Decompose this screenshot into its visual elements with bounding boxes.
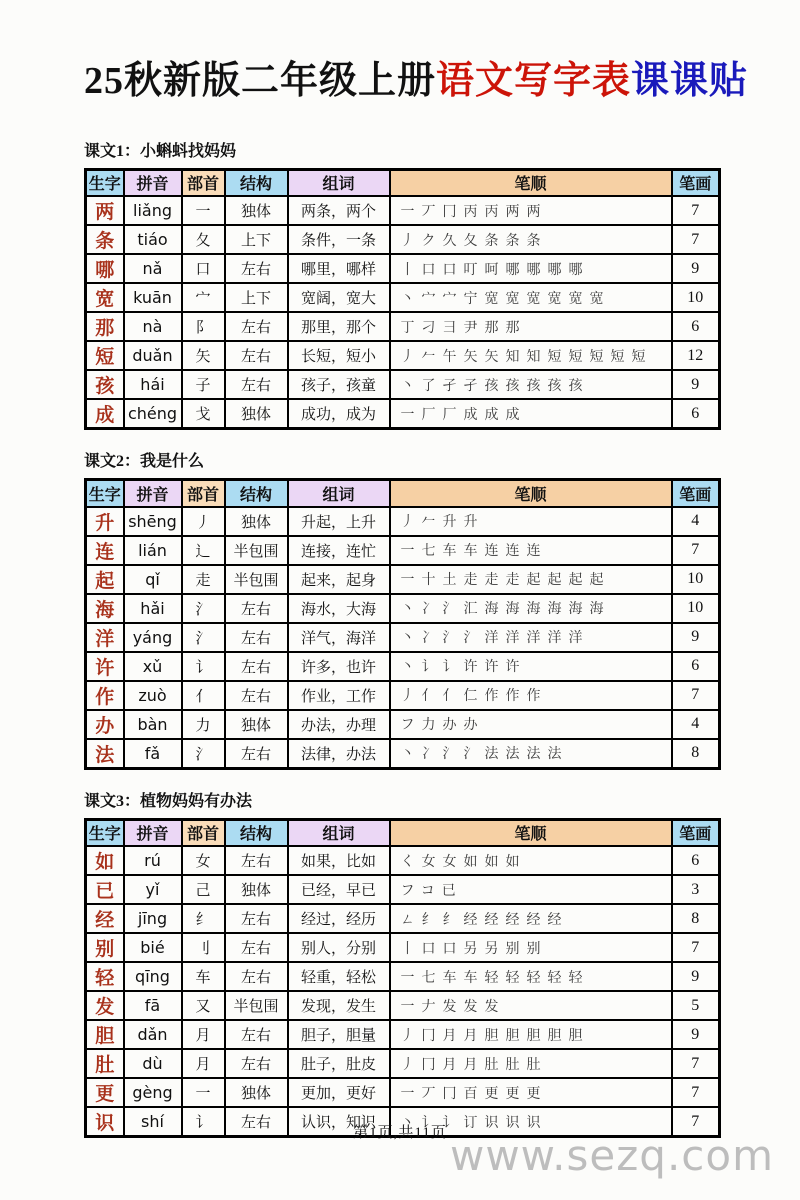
stroke-order-cell: 丨口口叮呵哪哪哪哪 (390, 254, 672, 283)
pinyin-cell: bàn (124, 710, 182, 739)
char-cell: 办 (86, 710, 124, 739)
section-3 (84, 788, 718, 1139)
table-row (86, 962, 720, 991)
stroke-order-cell: 一七车车连连连 (390, 536, 672, 565)
pinyin-cell: rú (124, 846, 182, 875)
words-cell: 肚子，肚皮 (288, 1049, 390, 1078)
radical-cell: 矢 (182, 341, 225, 370)
vocab-table (84, 818, 721, 1139)
table-row (86, 904, 720, 933)
table-row (86, 225, 720, 254)
radical-cell: 亻 (182, 681, 225, 710)
pinyin-cell: yáng (124, 623, 182, 652)
words-cell: 那里，那个 (288, 312, 390, 341)
column-header: 笔画 (672, 169, 720, 196)
pinyin-cell: shí (124, 1107, 182, 1137)
words-cell: 升起，上升 (288, 507, 390, 536)
structure-cell: 独体 (225, 507, 288, 536)
structure-cell: 独体 (225, 875, 288, 904)
stroke-order-cell: 丁刁彐尹那那 (390, 312, 672, 341)
section-label: 课文2：我是什么 (84, 453, 205, 471)
radical-cell: 车 (182, 962, 225, 991)
radical-cell: 讠 (182, 1107, 225, 1137)
words-cell: 海水，大海 (288, 594, 390, 623)
stroke-count-cell: 7 (672, 1078, 720, 1107)
pinyin-cell: bié (124, 933, 182, 962)
title-part-3: 课课贴 (631, 60, 749, 102)
char-cell: 海 (86, 594, 124, 623)
pinyin-cell: qǐ (124, 565, 182, 594)
radical-cell: 又 (182, 991, 225, 1020)
column-header: 部首 (182, 169, 225, 196)
radical-cell: 口 (182, 254, 225, 283)
stroke-count-cell: 3 (672, 875, 720, 904)
char-cell: 孩 (86, 370, 124, 399)
pinyin-cell: duǎn (124, 341, 182, 370)
char-cell: 更 (86, 1078, 124, 1107)
char-cell: 洋 (86, 623, 124, 652)
radical-cell: 阝 (182, 312, 225, 341)
sections (84, 138, 718, 1139)
stroke-count-cell: 9 (672, 1020, 720, 1049)
stroke-count-cell: 9 (672, 962, 720, 991)
table-row (86, 933, 720, 962)
pinyin-cell: gèng (124, 1078, 182, 1107)
words-cell: 起来，起身 (288, 565, 390, 594)
char-cell: 轻 (86, 962, 124, 991)
stroke-count-cell: 7 (672, 536, 720, 565)
structure-cell: 左右 (225, 652, 288, 681)
words-cell: 法律，办法 (288, 739, 390, 769)
structure-cell: 半包围 (225, 565, 288, 594)
stroke-count-cell: 9 (672, 254, 720, 283)
structure-cell: 左右 (225, 1020, 288, 1049)
stroke-count-cell: 6 (672, 846, 720, 875)
table-row (86, 1049, 720, 1078)
stroke-count-cell: 4 (672, 507, 720, 536)
radical-cell: 氵 (182, 739, 225, 769)
pinyin-cell: jīng (124, 904, 182, 933)
stroke-count-cell: 6 (672, 312, 720, 341)
table-row (86, 370, 720, 399)
header-row (86, 480, 720, 507)
char-cell: 短 (86, 341, 124, 370)
stroke-order-cell: く女女如如如 (390, 846, 672, 875)
char-cell: 那 (86, 312, 124, 341)
radical-cell: 己 (182, 875, 225, 904)
section-2 (84, 448, 718, 770)
table-row (86, 536, 720, 565)
structure-cell: 左右 (225, 846, 288, 875)
words-cell: 经过，经历 (288, 904, 390, 933)
table-row (86, 594, 720, 623)
stroke-order-cell: 一厂厂成成成 (390, 399, 672, 429)
stroke-count-cell: 9 (672, 370, 720, 399)
column-header: 笔画 (672, 480, 720, 507)
char-cell: 哪 (86, 254, 124, 283)
char-cell: 起 (86, 565, 124, 594)
column-header: 拼音 (124, 819, 182, 846)
pinyin-cell: shēng (124, 507, 182, 536)
stroke-count-cell: 10 (672, 565, 720, 594)
char-cell: 发 (86, 991, 124, 1020)
pinyin-cell: nà (124, 312, 182, 341)
radical-cell: 女 (182, 846, 225, 875)
column-header: 结构 (225, 480, 288, 507)
stroke-order-cell: 丶冫氵氵洋洋洋洋洋 (390, 623, 672, 652)
pinyin-cell: nǎ (124, 254, 182, 283)
header-row (86, 819, 720, 846)
stroke-order-cell: 丨口口另另别别 (390, 933, 672, 962)
pinyin-cell: yǐ (124, 875, 182, 904)
table-row (86, 846, 720, 875)
column-header: 笔顺 (390, 480, 672, 507)
words-cell: 条件，一条 (288, 225, 390, 254)
structure-cell: 半包围 (225, 991, 288, 1020)
words-cell: 发现，发生 (288, 991, 390, 1020)
structure-cell: 左右 (225, 933, 288, 962)
stroke-order-cell: 丶冫氵氵法法法法 (390, 739, 672, 769)
table-row (86, 312, 720, 341)
stroke-order-cell: 一十土走走走起起起起 (390, 565, 672, 594)
structure-cell: 左右 (225, 962, 288, 991)
radical-cell: 一 (182, 196, 225, 225)
column-header: 组词 (288, 480, 390, 507)
stroke-count-cell: 4 (672, 710, 720, 739)
stroke-count-cell: 5 (672, 991, 720, 1020)
structure-cell: 左右 (225, 370, 288, 399)
char-cell: 连 (86, 536, 124, 565)
pinyin-cell: dǎn (124, 1020, 182, 1049)
stroke-order-cell: 丶讠讠订识识识 (390, 1107, 672, 1137)
structure-cell: 上下 (225, 225, 288, 254)
structure-cell: 半包围 (225, 536, 288, 565)
column-header: 笔顺 (390, 819, 672, 846)
stroke-count-cell: 7 (672, 225, 720, 254)
watermark: www.sezq.com (449, 1131, 774, 1180)
radical-cell: 夂 (182, 225, 225, 254)
structure-cell: 左右 (225, 312, 288, 341)
section-label: 课文3：植物妈妈有办法 (84, 792, 253, 810)
char-cell: 许 (86, 652, 124, 681)
table-row (86, 623, 720, 652)
stroke-count-cell: 10 (672, 283, 720, 312)
table-row (86, 341, 720, 370)
table-row (86, 1078, 720, 1107)
words-cell: 如果，比如 (288, 846, 390, 875)
words-cell: 认识，知识 (288, 1107, 390, 1137)
stroke-order-cell: 一丆冂百更更更 (390, 1078, 672, 1107)
pinyin-cell: liǎng (124, 196, 182, 225)
stroke-order-cell: 丿ク久夂条条条 (390, 225, 672, 254)
words-cell: 长短，短小 (288, 341, 390, 370)
stroke-count-cell: 7 (672, 1107, 720, 1137)
char-cell: 升 (86, 507, 124, 536)
words-cell: 连接，连忙 (288, 536, 390, 565)
stroke-count-cell: 10 (672, 594, 720, 623)
pinyin-cell: fā (124, 991, 182, 1020)
char-cell: 两 (86, 196, 124, 225)
column-header: 组词 (288, 169, 390, 196)
radical-cell: 月 (182, 1020, 225, 1049)
words-cell: 成功，成为 (288, 399, 390, 429)
words-cell: 已经，早已 (288, 875, 390, 904)
column-header: 结构 (225, 169, 288, 196)
stroke-order-cell: 丶讠讠许许许 (390, 652, 672, 681)
column-header: 笔顺 (390, 169, 672, 196)
stroke-order-cell: フ力办办 (390, 710, 672, 739)
stroke-count-cell: 8 (672, 739, 720, 769)
column-header: 生字 (86, 819, 124, 846)
pinyin-cell: dù (124, 1049, 182, 1078)
structure-cell: 独体 (225, 710, 288, 739)
table-row (86, 565, 720, 594)
stroke-order-cell: 一丆冂丙丙两两 (390, 196, 672, 225)
stroke-order-cell: 丶冫氵汇海海海海海海 (390, 594, 672, 623)
structure-cell: 左右 (225, 904, 288, 933)
stroke-order-cell: 一七车车轻轻轻轻轻 (390, 962, 672, 991)
radical-cell: 戈 (182, 399, 225, 429)
section-1 (84, 138, 718, 431)
stroke-order-cell: 丿𠂉升升 (390, 507, 672, 536)
header-row (86, 169, 720, 196)
title-part-1: 25秋新版二年级上册 (84, 60, 437, 102)
words-cell: 哪里，哪样 (288, 254, 390, 283)
table-row (86, 254, 720, 283)
words-cell: 别人，分别 (288, 933, 390, 962)
table-row (86, 739, 720, 769)
stroke-count-cell: 7 (672, 1049, 720, 1078)
pinyin-cell: zuò (124, 681, 182, 710)
pinyin-cell: fǎ (124, 739, 182, 769)
structure-cell: 独体 (225, 399, 288, 429)
char-cell: 宽 (86, 283, 124, 312)
radical-cell: 辶 (182, 536, 225, 565)
column-header: 生字 (86, 169, 124, 196)
pinyin-cell: lián (124, 536, 182, 565)
words-cell: 洋气，海洋 (288, 623, 390, 652)
structure-cell: 上下 (225, 283, 288, 312)
radical-cell: 月 (182, 1049, 225, 1078)
char-cell: 成 (86, 399, 124, 429)
vocab-table (84, 478, 721, 770)
table-row (86, 196, 720, 225)
stroke-count-cell: 7 (672, 681, 720, 710)
table-row (86, 681, 720, 710)
words-cell: 许多，也许 (288, 652, 390, 681)
char-cell: 已 (86, 875, 124, 904)
structure-cell: 独体 (225, 1078, 288, 1107)
pinyin-cell: kuān (124, 283, 182, 312)
column-header: 笔画 (672, 819, 720, 846)
table-row (86, 875, 720, 904)
words-cell: 轻重，轻松 (288, 962, 390, 991)
stroke-count-cell: 8 (672, 904, 720, 933)
table-row (86, 1020, 720, 1049)
pinyin-cell: xǔ (124, 652, 182, 681)
stroke-order-cell: フコ已 (390, 875, 672, 904)
structure-cell: 左右 (225, 739, 288, 769)
page-title (84, 60, 749, 104)
radical-cell: 刂 (182, 933, 225, 962)
table-row (86, 283, 720, 312)
structure-cell: 左右 (225, 254, 288, 283)
char-cell: 经 (86, 904, 124, 933)
pinyin-cell: tiáo (124, 225, 182, 254)
radical-cell: 讠 (182, 652, 225, 681)
pinyin-cell: qīng (124, 962, 182, 991)
title-part-2: 语文写字表 (436, 60, 632, 102)
char-cell: 别 (86, 933, 124, 962)
words-cell: 两条，两个 (288, 196, 390, 225)
pinyin-cell: chéng (124, 399, 182, 429)
stroke-order-cell: 丿冂月月肚肚肚 (390, 1049, 672, 1078)
radical-cell: 宀 (182, 283, 225, 312)
table-row (86, 507, 720, 536)
words-cell: 胆子，胆量 (288, 1020, 390, 1049)
stroke-order-cell: 丿冂月月胆胆胆胆胆 (390, 1020, 672, 1049)
radical-cell: 纟 (182, 904, 225, 933)
structure-cell: 左右 (225, 594, 288, 623)
column-header: 拼音 (124, 169, 182, 196)
stroke-count-cell: 6 (672, 652, 720, 681)
char-cell: 肚 (86, 1049, 124, 1078)
vocab-table (84, 168, 721, 431)
column-header: 部首 (182, 819, 225, 846)
table-row (86, 652, 720, 681)
words-cell: 办法，办理 (288, 710, 390, 739)
stroke-order-cell: 丿亻亻仁作作作 (390, 681, 672, 710)
pinyin-cell: hái (124, 370, 182, 399)
stroke-order-cell: 丶了孑孑孩孩孩孩孩 (390, 370, 672, 399)
column-header: 组词 (288, 819, 390, 846)
char-cell: 如 (86, 846, 124, 875)
radical-cell: 走 (182, 565, 225, 594)
radical-cell: 一 (182, 1078, 225, 1107)
structure-cell: 左右 (225, 1049, 288, 1078)
stroke-order-cell: 一𠂇发发发 (390, 991, 672, 1020)
char-cell: 法 (86, 739, 124, 769)
column-header: 结构 (225, 819, 288, 846)
words-cell: 孩子，孩童 (288, 370, 390, 399)
words-cell: 更加，更好 (288, 1078, 390, 1107)
column-header: 部首 (182, 480, 225, 507)
stroke-count-cell: 12 (672, 341, 720, 370)
section-label: 课文1：小蝌蚪找妈妈 (84, 142, 237, 160)
stroke-count-cell: 7 (672, 933, 720, 962)
radical-cell: 氵 (182, 594, 225, 623)
radical-cell: 子 (182, 370, 225, 399)
structure-cell: 左右 (225, 681, 288, 710)
radical-cell: 氵 (182, 623, 225, 652)
page-footer: 第1页,共11页 (353, 1125, 447, 1141)
column-header: 生字 (86, 480, 124, 507)
structure-cell: 左右 (225, 341, 288, 370)
char-cell: 胆 (86, 1020, 124, 1049)
char-cell: 条 (86, 225, 124, 254)
table-row (86, 710, 720, 739)
radical-cell: 力 (182, 710, 225, 739)
stroke-count-cell: 9 (672, 623, 720, 652)
pinyin-cell: hǎi (124, 594, 182, 623)
words-cell: 宽阔，宽大 (288, 283, 390, 312)
stroke-order-cell: ㄥ纟纟经经经经经 (390, 904, 672, 933)
column-header: 拼音 (124, 480, 182, 507)
char-cell: 作 (86, 681, 124, 710)
radical-cell: 丿 (182, 507, 225, 536)
words-cell: 作业，工作 (288, 681, 390, 710)
stroke-count-cell: 6 (672, 399, 720, 429)
char-cell: 识 (86, 1107, 124, 1137)
table-row (86, 399, 720, 429)
table-row (86, 991, 720, 1020)
stroke-order-cell: 丶宀宀宁宽宽宽宽宽宽 (390, 283, 672, 312)
structure-cell: 左右 (225, 623, 288, 652)
structure-cell: 左右 (225, 1107, 288, 1137)
stroke-count-cell: 7 (672, 196, 720, 225)
structure-cell: 独体 (225, 196, 288, 225)
stroke-order-cell: 丿𠂉午矢矢知知短短短短短 (390, 341, 672, 370)
